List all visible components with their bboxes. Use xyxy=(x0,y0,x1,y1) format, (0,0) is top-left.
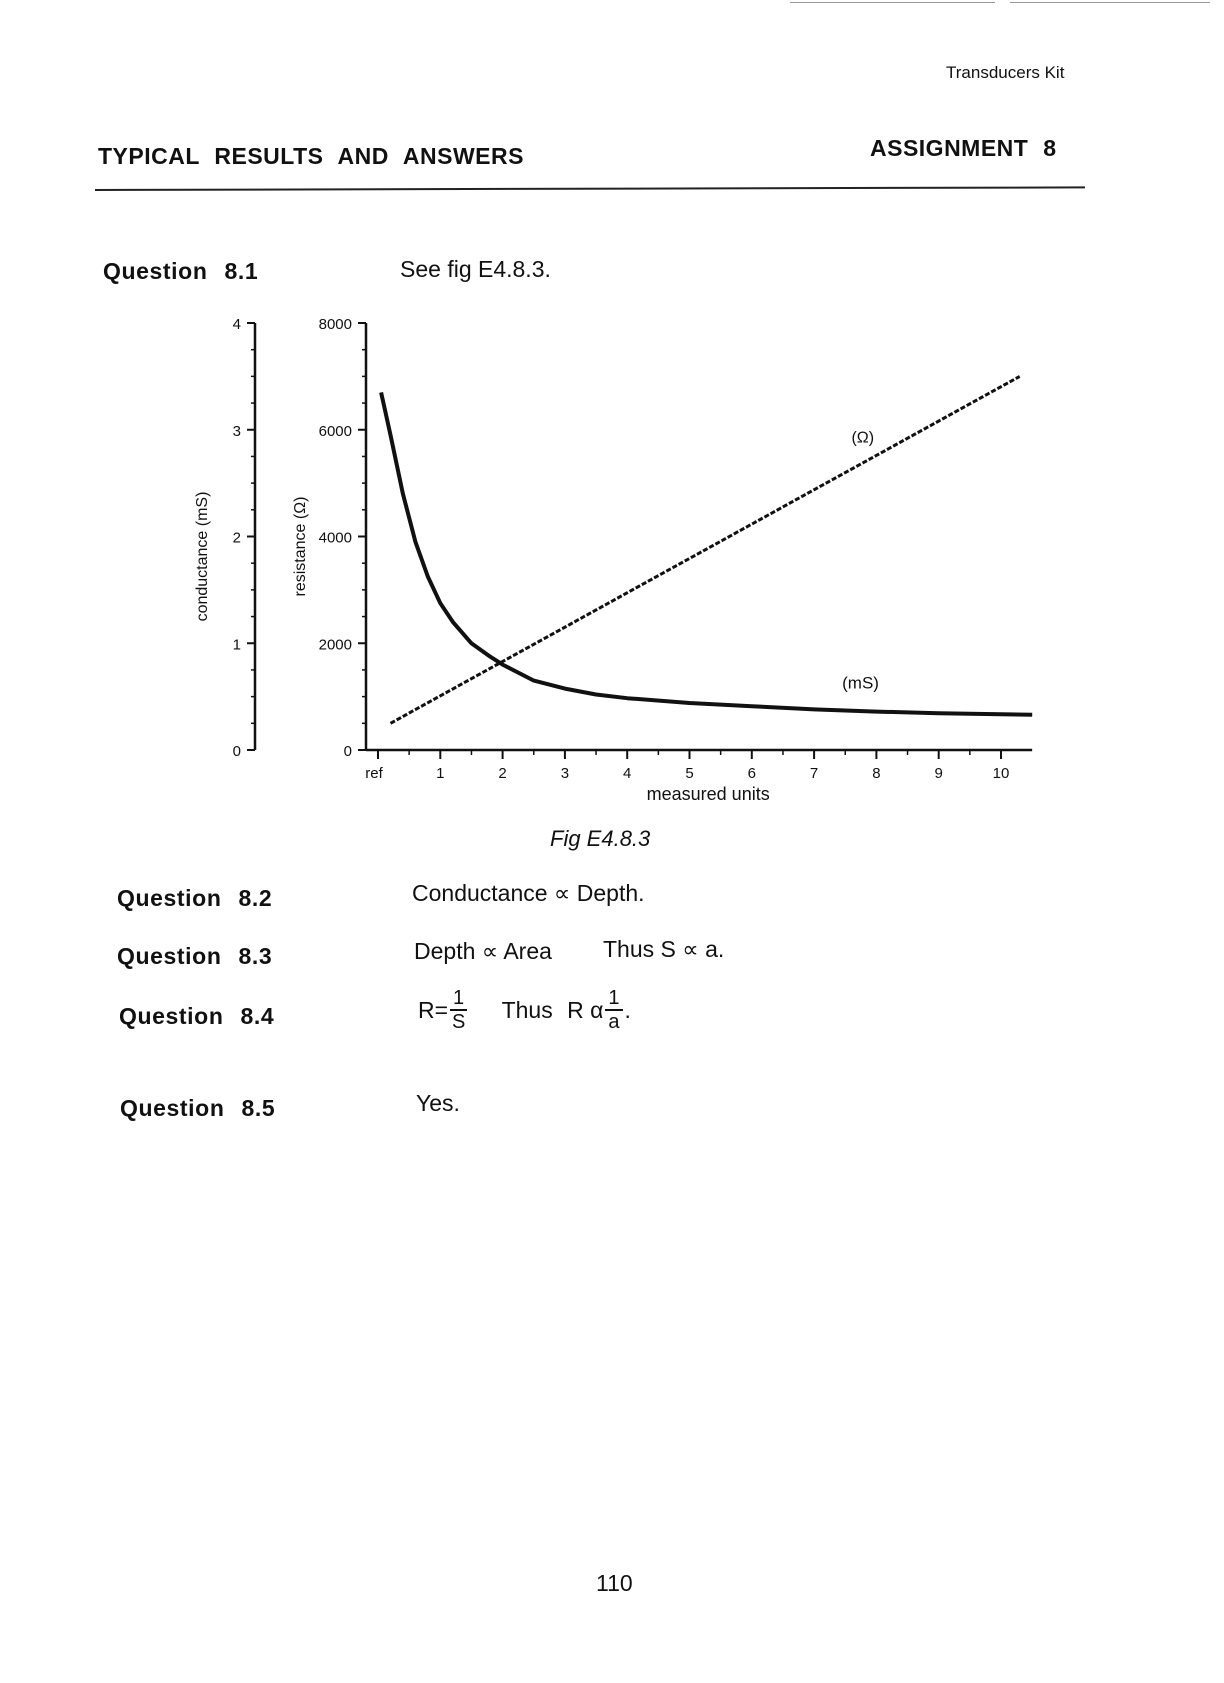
conductance-series-line xyxy=(381,392,1032,714)
period: . xyxy=(624,997,631,1024)
x-tick-label: 1 xyxy=(436,765,445,782)
answer-8-3-part-a: Depth ∝ Area xyxy=(414,938,552,964)
fraction-numerator: 1 xyxy=(605,988,622,1011)
question-label-8-2: Question 8.2 xyxy=(117,885,273,911)
fraction-denominator: a xyxy=(608,1011,620,1033)
resistance-tick-label: 0 xyxy=(343,743,352,760)
x-tick-label: 8 xyxy=(872,765,881,782)
conductance-tick-label: 1 xyxy=(232,636,241,654)
question-label-8-3: Question 8.3 xyxy=(117,943,273,969)
x-tick-label: 5 xyxy=(685,765,694,782)
conductance-tick-label: 3 xyxy=(232,422,241,440)
resistance-tick-label: 8000 xyxy=(318,316,352,333)
plot-series xyxy=(381,376,1032,723)
x-tick-label: 10 xyxy=(992,765,1010,782)
x-axis xyxy=(365,750,1032,804)
conductance-tick-label: 0 xyxy=(232,743,241,760)
question-label-8-1: Question 8.1 xyxy=(103,258,259,284)
conductance-axis xyxy=(194,316,255,760)
kit-name: Transducers Kit xyxy=(946,63,1065,82)
x-tick-label: ref xyxy=(365,765,383,782)
section-title: TYPICAL RESULTS AND ANSWERS xyxy=(98,143,524,169)
figure-caption: Fig E4.8.3 xyxy=(550,826,651,851)
r-equals: R= xyxy=(418,997,449,1024)
x-tick-label: 6 xyxy=(747,765,756,782)
resistance-tick-label: 6000 xyxy=(318,422,352,440)
resistance-series-label: (Ω) xyxy=(851,429,875,447)
resistance-tick-label: 4000 xyxy=(318,529,352,547)
question-label-8-5: Question 8.5 xyxy=(120,1095,276,1121)
x-tick-label: 2 xyxy=(498,765,507,782)
answer-8-1: See fig E4.8.3. xyxy=(400,256,551,282)
fraction-one-over-s xyxy=(450,988,467,1032)
conductance-axis-label: conductance (mS) xyxy=(194,491,211,622)
fraction-denominator: S xyxy=(451,1011,466,1033)
fraction-one-over-a xyxy=(605,988,622,1032)
answer-8-4 xyxy=(418,987,631,1034)
x-tick-label: 7 xyxy=(809,765,819,782)
x-tick-label: 9 xyxy=(934,765,943,782)
conductance-series-label: (mS) xyxy=(842,673,879,693)
question-label-8-4: Question 8.4 xyxy=(119,1003,275,1029)
resistance-tick-label: 2000 xyxy=(318,636,352,654)
conductance-tick-label: 4 xyxy=(232,316,241,333)
answer-8-3-part-b: Thus S ∝ a. xyxy=(603,936,725,962)
resistance-series-line xyxy=(391,376,1020,723)
resistance-axis-label: resistance (Ω) xyxy=(292,496,309,597)
resistance-axis xyxy=(292,316,366,760)
r-proportional: R α xyxy=(567,997,604,1024)
x-tick-label: 3 xyxy=(560,765,570,782)
answer-8-5: Yes. xyxy=(416,1090,460,1116)
assignment-label: ASSIGNMENT 8 xyxy=(870,135,1057,161)
page-number: 110 xyxy=(596,1570,633,1596)
x-tick-label: 4 xyxy=(623,765,632,782)
thus-word: Thus xyxy=(501,997,553,1024)
conductance-tick-label: 2 xyxy=(232,529,241,547)
answer-8-2: Conductance ∝ Depth. xyxy=(412,880,645,906)
fraction-numerator: 1 xyxy=(450,988,467,1011)
x-axis-label: measured units xyxy=(646,784,770,804)
